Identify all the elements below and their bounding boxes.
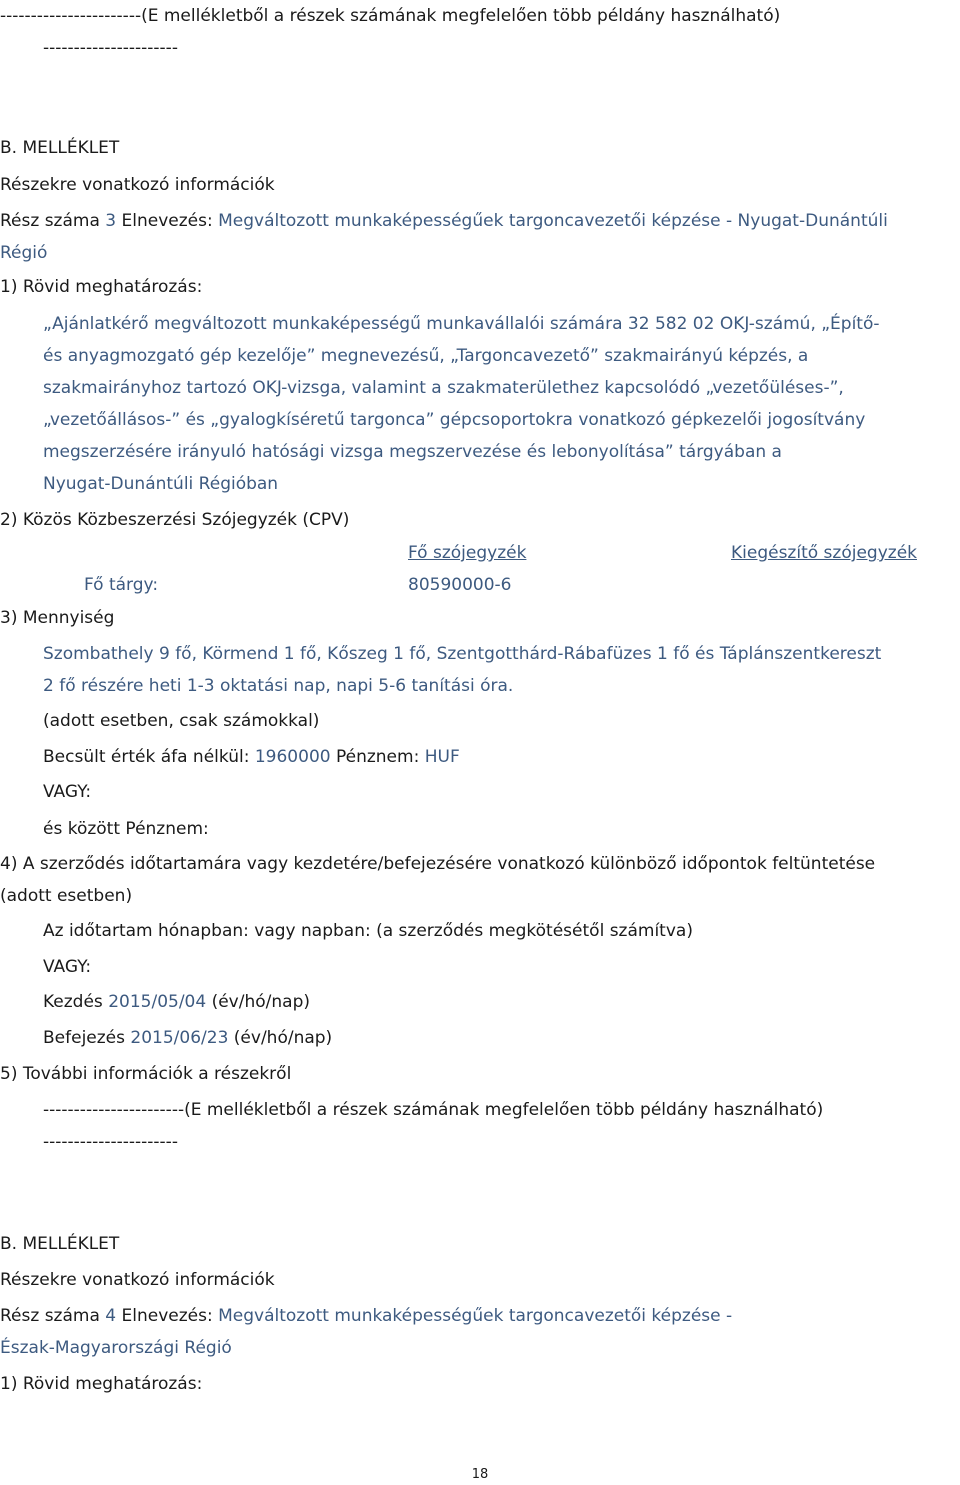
duration-heading-continuation: (adott esetben) bbox=[0, 886, 133, 906]
cpv-heading: 2) Közös Közbeszerzési Szójegyzék (CPV) bbox=[0, 510, 350, 530]
part-name-label: Elnevezés: bbox=[121, 211, 213, 231]
section-subtitle-2: Részekre vonatkozó információk bbox=[0, 1270, 275, 1290]
cpv-main-code: 80590000-6 bbox=[408, 575, 512, 595]
short-definition-line: „vezetőállásos-” és „gyalogkíséretű targonca” gépcsoportokra vonatkozó gépkezelői jogosítvány bbox=[43, 410, 866, 430]
end-label: Befejezés bbox=[43, 1028, 125, 1048]
currency-value: HUF bbox=[424, 747, 460, 767]
or-label-2: VAGY: bbox=[43, 957, 92, 977]
annex-title-2: B. MELLÉKLET bbox=[0, 1234, 120, 1254]
part-name-value-continuation-2: Észak-Magyarországi Régió bbox=[0, 1338, 232, 1358]
start-date-line bbox=[43, 986, 310, 1018]
part-name-value-continuation: Régió bbox=[0, 243, 48, 263]
quantity-text: Szombathely 9 fő, Körmend 1 fő, Kőszeg 1 fő, Szentgotthárd-Rábafüzes 1 fő és Táplánszentkereszt bbox=[43, 644, 882, 664]
short-definition-line: „Ajánlatkérő megváltozott munkaképességű munkavállalói számára 32 582 02 OKJ-számú, „Építő- bbox=[43, 314, 880, 334]
short-definition-line: szakmairányhoz tartozó OKJ-vizsga, valamint a szakmaterülethez kapcsolódó „vezetőüléses-”, bbox=[43, 378, 844, 398]
short-definition-label: 1) Rövid meghatározás: bbox=[0, 277, 203, 297]
short-definition-line: Nyugat-Dunántúli Régióban bbox=[43, 474, 279, 494]
start-label: Kezdés bbox=[43, 992, 103, 1012]
start-date-format: (év/hó/nap) bbox=[211, 992, 310, 1012]
part-number: 4 bbox=[105, 1306, 117, 1326]
quantity-heading: 3) Mennyiség bbox=[0, 608, 115, 628]
part-name-value: Megváltozott munkaképességűek targoncavezetői képzése - Nyugat-Dunántúli bbox=[218, 211, 888, 231]
short-definition-line: és anyagmozgató gép kezelője” megnevezésű, „Targoncavezető” szakmairányú képzés, a bbox=[43, 346, 809, 366]
part-name-value: Megváltozott munkaképességűek targoncavezetői képzése - bbox=[218, 1306, 733, 1326]
part-number-label: Rész száma bbox=[0, 1306, 100, 1326]
estimated-value-label: Becsült érték áfa nélkül: bbox=[43, 747, 250, 767]
page-number: 18 bbox=[471, 1467, 489, 1482]
cpv-main-object-label: Fő tárgy: bbox=[84, 575, 159, 595]
duration-heading: 4) A szerződés időtartamára vagy kezdetére/befejezésére vonatkozó különböző időpontok feltüntetése bbox=[0, 854, 876, 874]
end-date-format: (év/hó/nap) bbox=[233, 1028, 333, 1048]
short-definition-label-2: 1) Rövid meghatározás: bbox=[0, 1374, 203, 1394]
separator-top-continuation: ---------------------- bbox=[43, 38, 178, 58]
part-name-line-2 bbox=[0, 1300, 732, 1332]
end-date-line bbox=[43, 1022, 332, 1054]
part-number: 3 bbox=[105, 211, 117, 231]
separator-mid-continuation: ---------------------- bbox=[43, 1132, 178, 1152]
start-date: 2015/05/04 bbox=[108, 992, 207, 1012]
currency-label: Pénznem: bbox=[335, 747, 420, 767]
short-definition-line: megszerzésére irányuló hatósági vizsga megszervezése és lebonyolítása” tárgyában a bbox=[43, 442, 782, 462]
annex-title: B. MELLÉKLET bbox=[0, 138, 120, 158]
value-range-label: és között Pénznem: bbox=[43, 819, 209, 839]
cpv-main-vocabulary-header: Fő szójegyzék bbox=[408, 543, 527, 563]
separator-mid: -----------------------(E mellékletből a részek számának megfelelően több példány használható) bbox=[43, 1100, 824, 1120]
duration-text: Az időtartam hónapban: vagy napban: (a szerződés megkötésétől számítva) bbox=[43, 921, 693, 941]
end-date: 2015/06/23 bbox=[130, 1028, 229, 1048]
numbers-only-note: (adott esetben, csak számokkal) bbox=[43, 711, 320, 731]
cpv-supplementary-vocabulary-header: Kiegészítő szójegyzék bbox=[731, 543, 917, 563]
part-name-label: Elnevezés: bbox=[121, 1306, 213, 1326]
quantity-text-continuation: 2 fő részére heti 1-3 oktatási nap, napi 5-6 tanítási óra. bbox=[43, 676, 514, 696]
section-subtitle: Részekre vonatkozó információk bbox=[0, 175, 275, 195]
separator-top: -----------------------(E mellékletből a részek számának megfelelően több példány használható) bbox=[0, 6, 781, 26]
or-label: VAGY: bbox=[43, 782, 92, 802]
part-name-line bbox=[0, 205, 888, 237]
estimated-value-line bbox=[43, 741, 460, 773]
estimated-value: 1960000 bbox=[254, 747, 331, 767]
further-info-heading: 5) További információk a részekről bbox=[0, 1064, 292, 1084]
part-number-label: Rész száma bbox=[0, 211, 100, 231]
